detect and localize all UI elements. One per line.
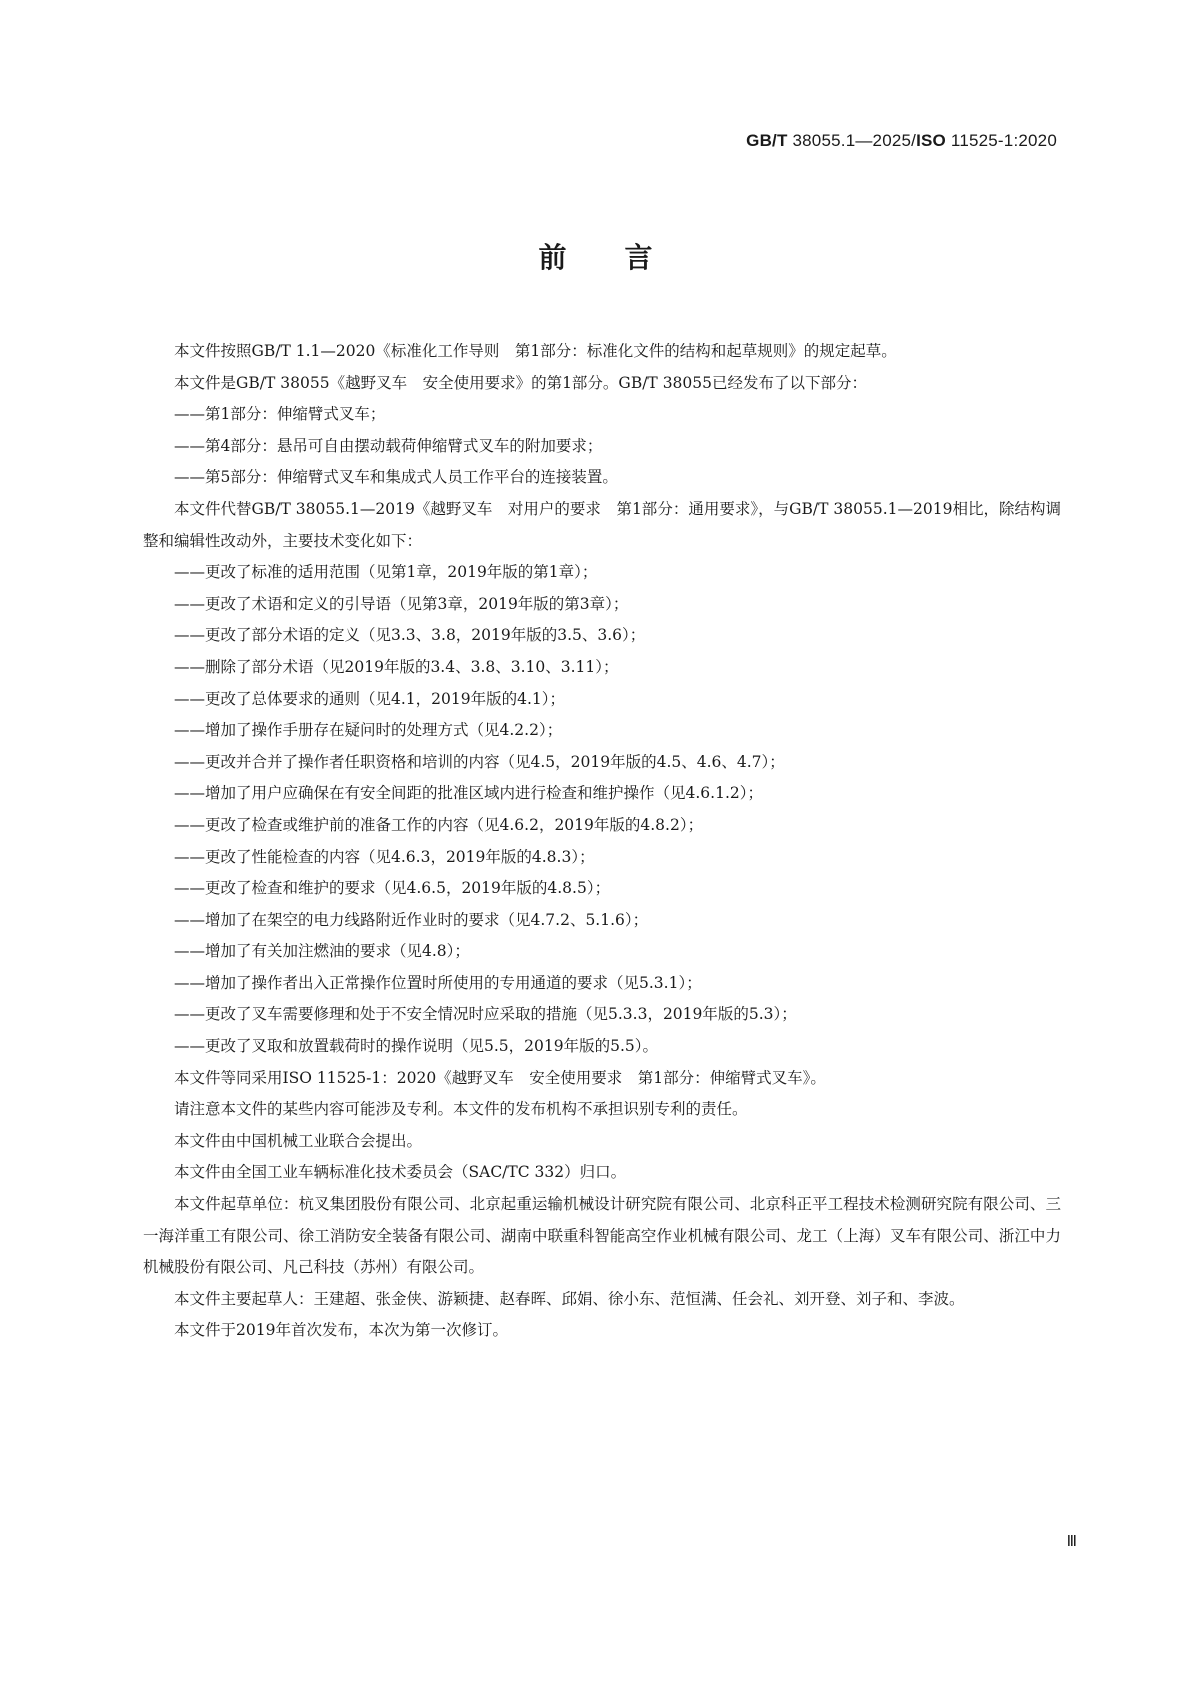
list-item-change: ——增加了有关加注燃油的要求（见4.8）；: [174, 942, 470, 961]
standard-code-header: [746, 131, 1057, 151]
code-number: 38055.1—2025/: [792, 131, 917, 150]
list-item-change: ——增加了用户应确保在有安全间距的批准区域内进行检查和维护操作（见4.6.1.2）；: [174, 784, 763, 803]
list-item-change: ——更改了叉取和放置载荷时的操作说明（见5.5，2019年版的5.5）。: [174, 1037, 658, 1056]
proposer-paragraph: 本文件由中国机械工业联合会提出。: [174, 1131, 423, 1150]
list-item-change: ——更改了检查和维护的要求（见4.6.5，2019年版的4.8.5）；: [174, 879, 611, 898]
list-item-change: ——更改了总体要求的通则（见4.1，2019年版的4.1）；: [174, 689, 565, 708]
intro-paragraph-series: 本文件是GB/T 38055《越野叉车 安全使用要求》的第1部分。GB/T 38055已经发布了以下部分：: [174, 373, 867, 392]
list-item-change: ——更改了术语和定义的引导语（见第3章，2019年版的第3章）；: [174, 594, 629, 613]
list-item-part: ——第4部分：悬吊可自由摆动载荷伸缩臂式叉车的附加要求；: [174, 436, 603, 455]
patent-notice-paragraph: 请注意本文件的某些内容可能涉及专利。本文件的发布机构不承担识别专利的责任。: [174, 1100, 748, 1119]
replace-paragraph: 本文件代替GB/T 38055.1—2019《越野叉车 对用户的要求 第1部分：通用要求》，与GB/T 38055.1—2019相比，除结构调整和编辑性改动外，主要技术变化如下：: [143, 499, 1061, 550]
adoption-paragraph: 本文件等同采用ISO 11525-1：2020《越野叉车 安全使用要求 第1部分：伸缩臂式叉车》。: [174, 1068, 826, 1087]
list-item-change: ——更改了标准的适用范围（见第1章，2019年版的第1章）；: [174, 563, 598, 582]
intro-paragraph-drafting-rules: 本文件按照GB/T 1.1—2020《标准化工作导则 第1部分：标准化文件的结构和起草规则》的规定起草。: [174, 342, 897, 360]
foreword-body: [143, 336, 1061, 1347]
drafters-paragraph: 本文件主要起草人：王建超、张金侠、游颖捷、赵春晖、邱娟、徐小东、范恒满、任会礼、刘开登、刘子和、李波。: [174, 1289, 965, 1308]
list-item-change: ——更改并合并了操作者任职资格和培训的内容（见4.5，2019年版的4.5、4.6、4.7）；: [174, 752, 785, 771]
list-item-change: ——更改了部分术语的定义（见3.3、3.8，2019年版的3.5、3.6）；: [174, 626, 646, 645]
drafting-units-paragraph: 本文件起草单位：杭叉集团股份有限公司、北京起重运输机械设计研究院有限公司、北京科正平工程技术检测研究院有限公司、三一海洋重工有限公司、徐工消防安全装备有限公司、湖南中联重科智能高空作业机械有限公司、龙工（上海）叉车有限公司、浙江中力机械股份有限公司、凡己科技（苏州）有限公司。: [143, 1195, 1061, 1277]
list-item-change: ——更改了性能检查的内容（见4.6.3，2019年版的4.8.3）；: [174, 847, 595, 866]
code-iso-prefix: ISO: [916, 131, 946, 150]
list-item-change: ——增加了操作者出入正常操作位置时所使用的专用通道的要求（见5.3.1）；: [174, 973, 702, 992]
list-item-part: ——第1部分：伸缩臂式叉车；: [174, 405, 386, 424]
committee-paragraph: 本文件由全国工业车辆标准化技术委员会（SAC/TC 332）归口。: [174, 1163, 627, 1182]
list-item-part: ——第5部分：伸缩臂式叉车和集成式人员工作平台的连接装置。: [174, 468, 618, 487]
list-item-change: ——更改了检查或维护前的准备工作的内容（见4.6.2，2019年版的4.8.2）；: [174, 815, 704, 834]
list-item-change: ——更改了叉车需要修理和处于不安全情况时应采取的措施（见5.3.3，2019年版的5.3）；: [174, 1005, 797, 1024]
code-iso-number: 11525-1:2020: [950, 131, 1057, 150]
page-number: Ⅲ: [1066, 1534, 1077, 1550]
revision-history-paragraph: 本文件于2019年首次发布，本次为第一次修订。: [174, 1321, 508, 1340]
page-title: 前言: [538, 241, 711, 274]
list-item-change: ——增加了在架空的电力线路附近作业时的要求（见4.7.2、5.1.6）；: [174, 910, 649, 929]
code-prefix: GB/T: [746, 131, 788, 150]
list-item-change: ——增加了操作手册存在疑问时的处理方式（见4.2.2）；: [174, 721, 563, 740]
list-item-change: ——删除了部分术语（见2019年版的3.4、3.8、3.10、3.11）；: [174, 657, 619, 676]
